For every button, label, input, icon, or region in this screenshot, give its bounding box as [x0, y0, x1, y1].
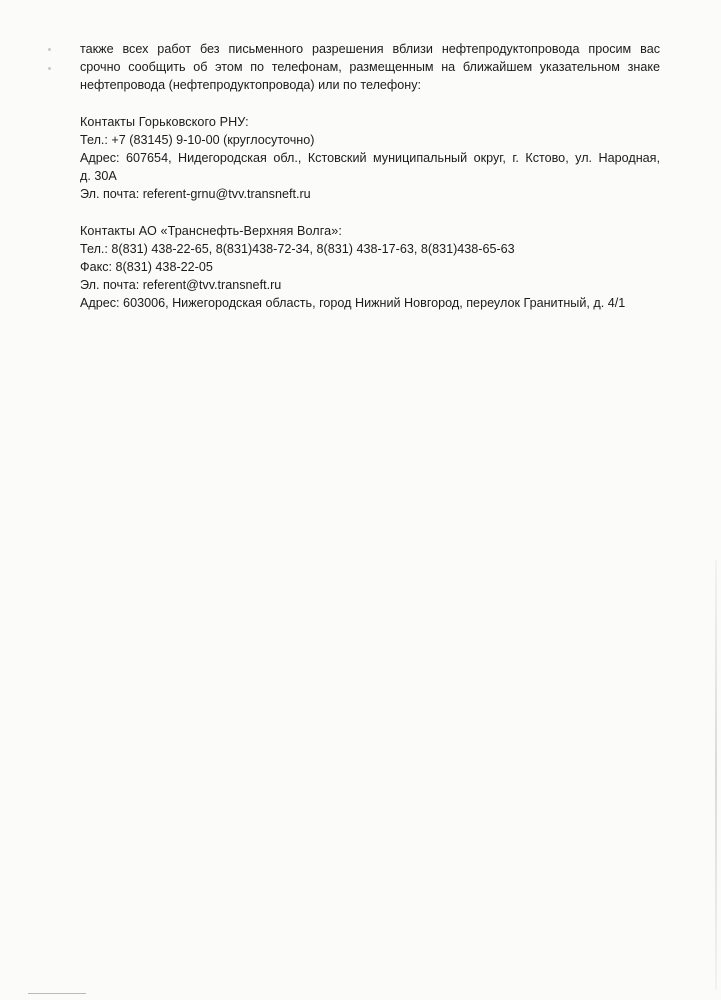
upper-volga-address-row — [80, 294, 660, 312]
upper-volga-phone-row — [80, 240, 660, 258]
gorky-contacts — [80, 113, 660, 203]
fax-value: 8(831) 438-22-05 — [112, 260, 213, 274]
gorky-address-line: Адрес: 607654, Нидегородская обл., Кстовский муниципальный округ, г. Кстово, ул. Народная, — [80, 151, 660, 165]
gorky-address-line: д. 30А — [80, 169, 117, 183]
address-value: 603006, Нижегородская область, город Нижний Новгород, переулок Гранитный, д. 4/1 — [119, 296, 626, 310]
gorky-email-row — [80, 185, 660, 203]
intro-line: нефтепровода (нефтепродуктопровода) или по телефону: — [80, 78, 422, 92]
intro-line: также всех работ без письменного разрешения вблизи нефтепродуктопровода просим вас — [80, 42, 660, 56]
email-label: Эл. почта: — [80, 278, 140, 292]
scan-dot — [48, 48, 51, 51]
gorky-phone-row — [80, 131, 660, 149]
phone-value: +7 (83145) 9-10-00 (круглосуточно) — [107, 133, 315, 147]
email-value: referent-grnu@tvv.transneft.ru — [139, 187, 311, 201]
phone-value: 8(831) 438-22-65, 8(831)438-72-34, 8(831) 438-17-63, 8(831)438-65-63 — [107, 242, 515, 256]
scan-dot — [48, 67, 51, 70]
upper-volga-fax-row — [80, 258, 660, 276]
intro-line: срочно сообщить об этом по телефонам, размещенным на ближайшем указательном знаке — [80, 60, 660, 74]
email-label: Эл. почта: — [80, 187, 140, 201]
upper-volga-email-row — [80, 276, 660, 294]
phone-label: Тел.: — [80, 133, 108, 147]
footer-rule — [28, 993, 86, 994]
fax-label: Факс: — [80, 260, 113, 274]
upper-volga-contacts-title: Контакты АО «Транснефть-Верхняя Волга»: — [80, 224, 342, 238]
letter-body — [80, 40, 660, 312]
intro-paragraph — [80, 40, 660, 94]
email-value: referent@tvv.transneft.ru — [139, 278, 282, 292]
phone-label: Тел.: — [80, 242, 108, 256]
address-label: Адрес: — [80, 296, 120, 310]
upper-volga-contacts — [80, 222, 660, 312]
scan-edge-shadow — [715, 560, 717, 990]
gorky-contacts-title: Контакты Горьковского РНУ: — [80, 115, 249, 129]
